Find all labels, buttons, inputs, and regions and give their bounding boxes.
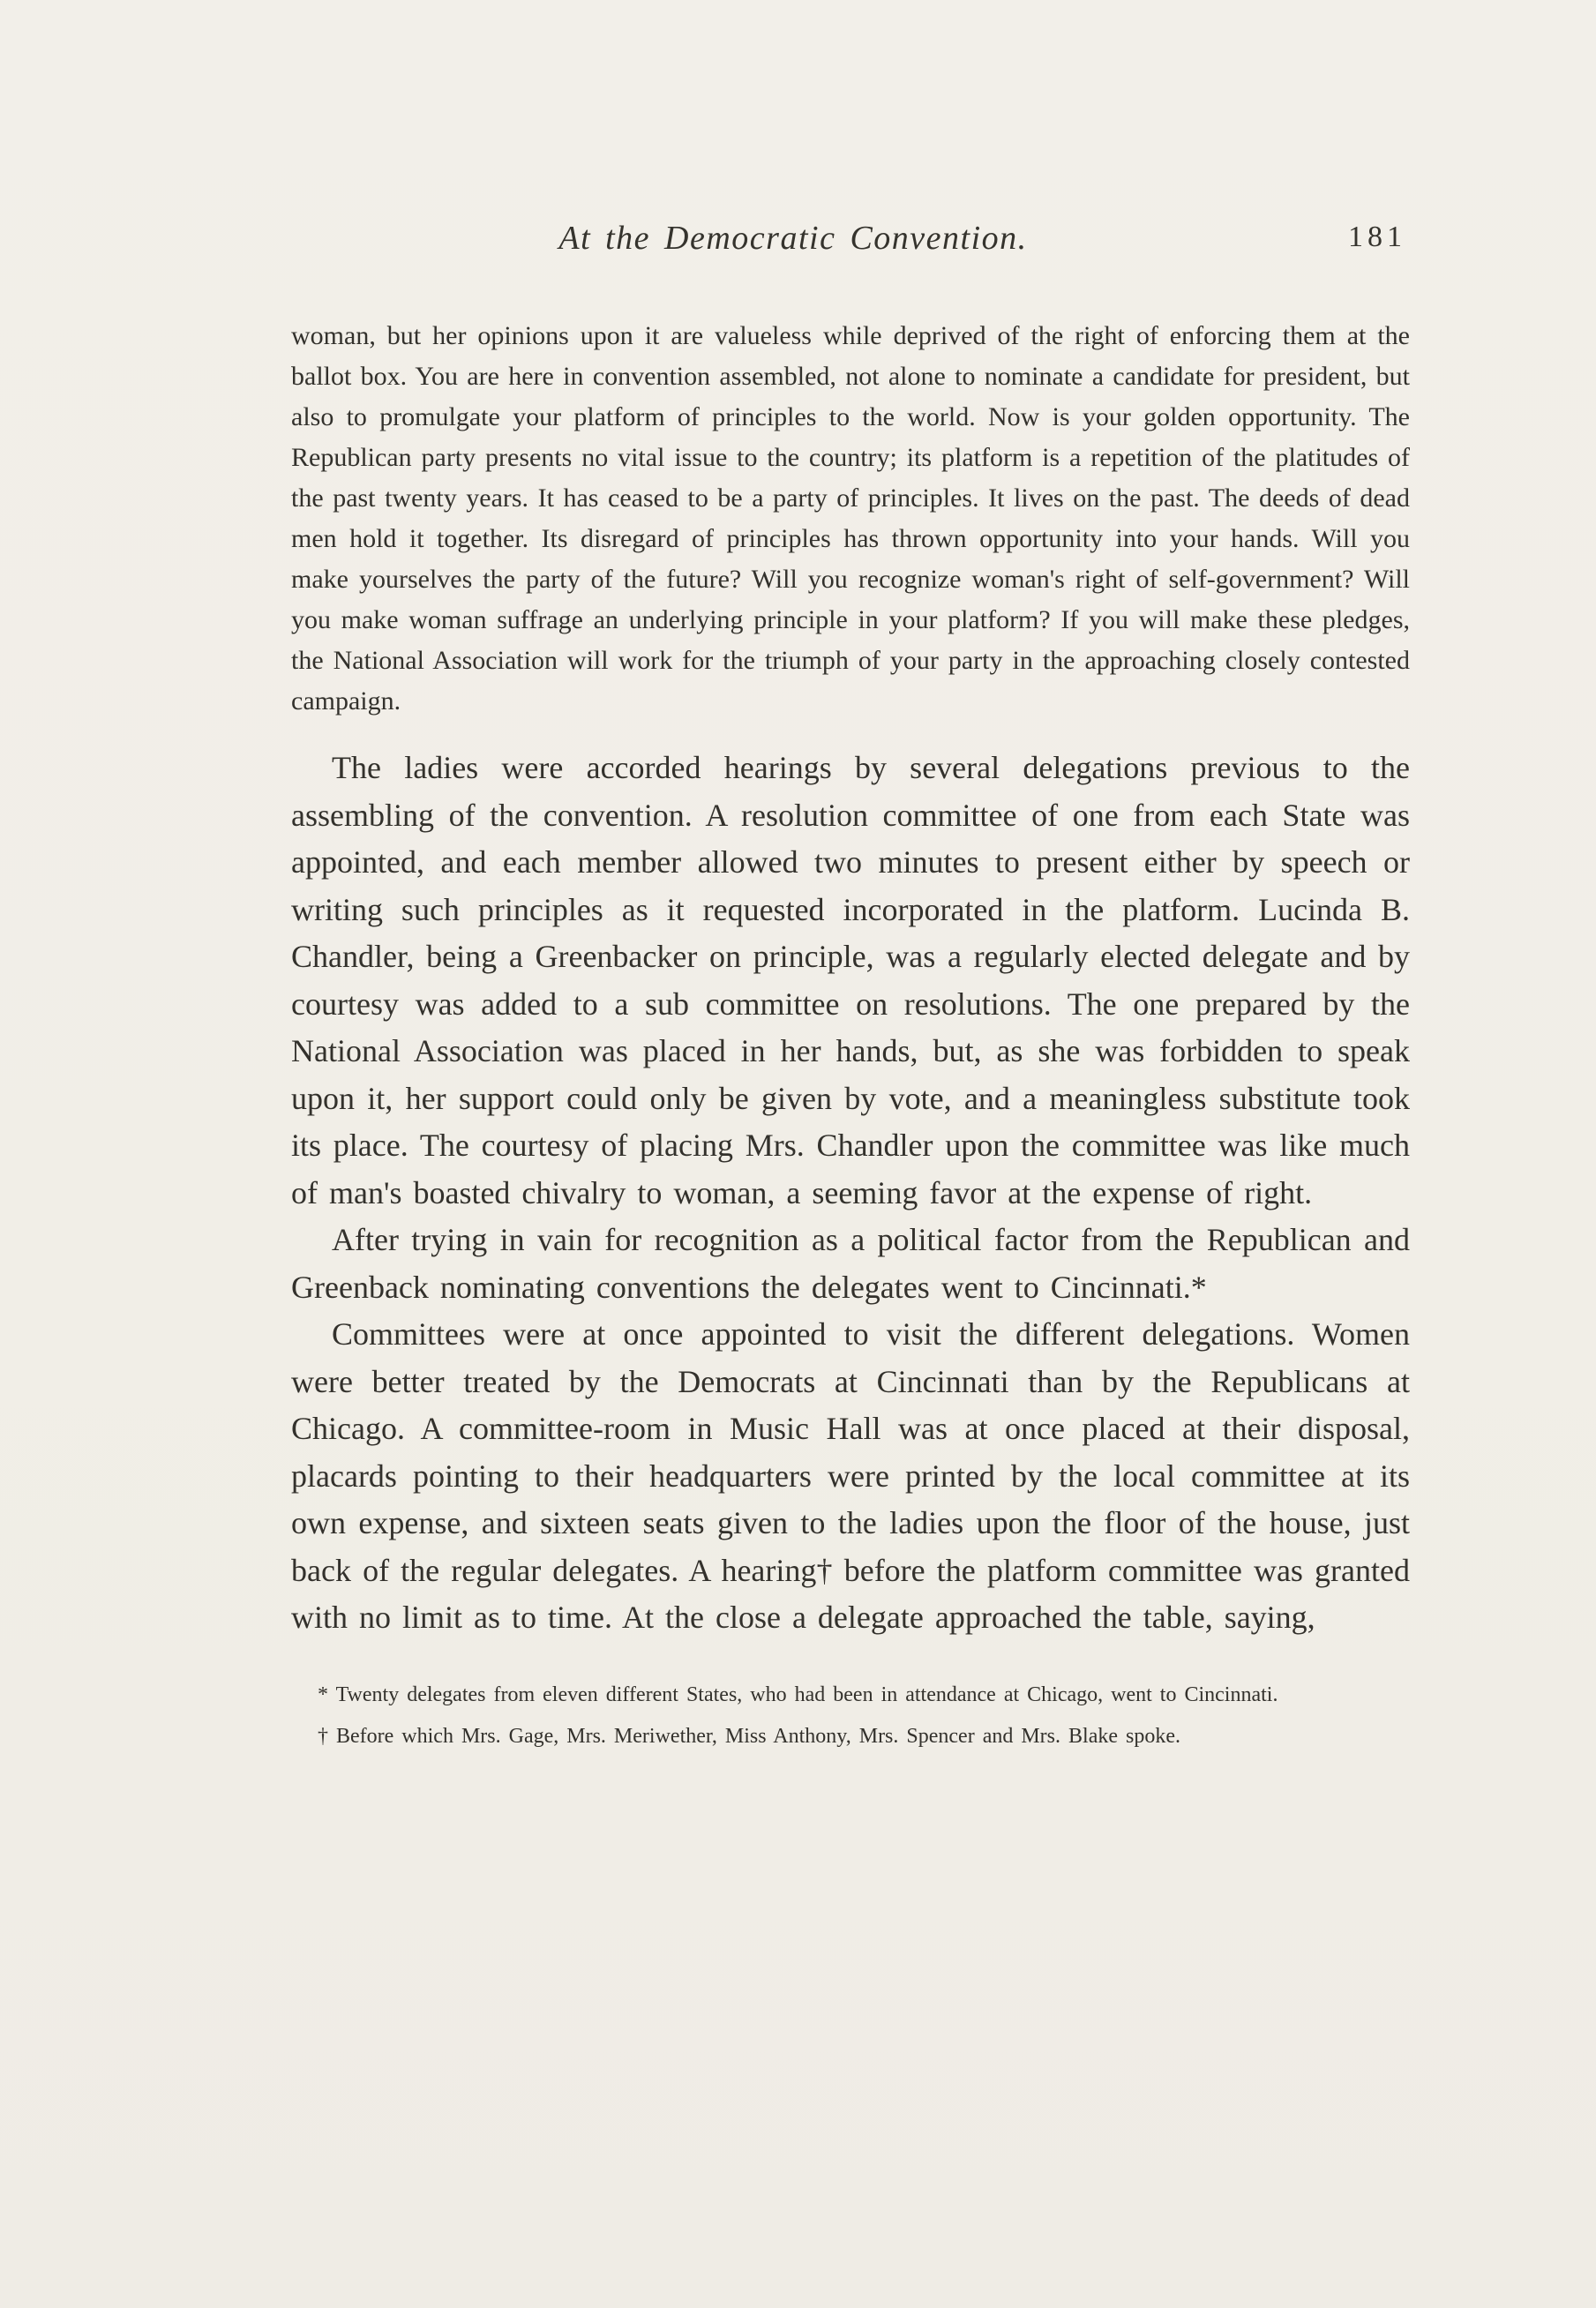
footnotes-section bbox=[291, 1681, 1410, 1751]
quoted-address: woman, but her opinions upon it are valueless while deprived of the right of enforcing them at the ballot box. You are here in convention assembled, not alone to nominate a candidate for president, but also to promulgate your platform of principles to the world. Now is your golden opportunity. The Republican party presents no vital issue to the country; its platform is a repetition of the platitudes of the past twenty years. It has ceased to be a party of principles. It lives on the past. The deeds of dead men hold it together. Its disregard of principles has thrown opportunity into your hands. Will you make yourselves the party of the future? Will you recognize woman's right of self-government? Will you make woman suffrage an underlying principle in your platform? If you will make these pledges, the National Association will work for the triumph of your party in the approaching closely contested campaign. bbox=[291, 321, 1410, 716]
footnote: † Before which Mrs. Gage, Mrs. Meriwether, Miss Anthony, Mrs. Spencer and Mrs. Blake spoke. bbox=[318, 1724, 1180, 1748]
footnote: * Twenty delegates from eleven different States, who had been in attendance at Chicago, went to Cincinnati. bbox=[318, 1682, 1278, 1706]
running-title: At the Democratic Convention. bbox=[558, 220, 1028, 257]
body-paragraph: The ladies were accorded hearings by several delegations previous to the assembling of the convention. A resolution committee of one from each State was appointed, and each member allowed two minutes to present either by speech or writing such principles as it requested incorporated in the platform. Lucinda B. Chandler, being a Greenbacker on principle, was a regularly elected delegate and by courtesy was added to a sub committee on resolutions. The one prepared by the National Association was placed in her hands, but, as she was forbidden to speak upon it, her support could only be given by vote, and a meaningless substitute took its place. The courtesy of placing Mrs. Chandler upon the committee was like much of man's boasted chivalry to woman, a seeming favor at the expense of right. bbox=[291, 750, 1410, 1210]
body-paragraph: Committees were at once appointed to visit the different delegations. Women were better treated by the Democrats at Cincinnati than by the Republicans at Chicago. A committee-room in Music Hall was at once placed at their disposal, placards pointing to their headquarters were printed by the local committee at its own expense, and sixteen seats given to the ladies upon the floor of the house, just back of the regular delegates. A hearing† before the platform committee was granted with no limit as to time. At the close a delegate approached the table, saying, bbox=[291, 1316, 1410, 1635]
text-block bbox=[291, 219, 1410, 1764]
body-paragraph: After trying in vain for recognition as a political factor from the Republican and Greenback nominating conventions the delegates went to Cincinnati.* bbox=[291, 1222, 1410, 1305]
page-number: 181 bbox=[1348, 221, 1406, 253]
page-header bbox=[291, 219, 1410, 270]
